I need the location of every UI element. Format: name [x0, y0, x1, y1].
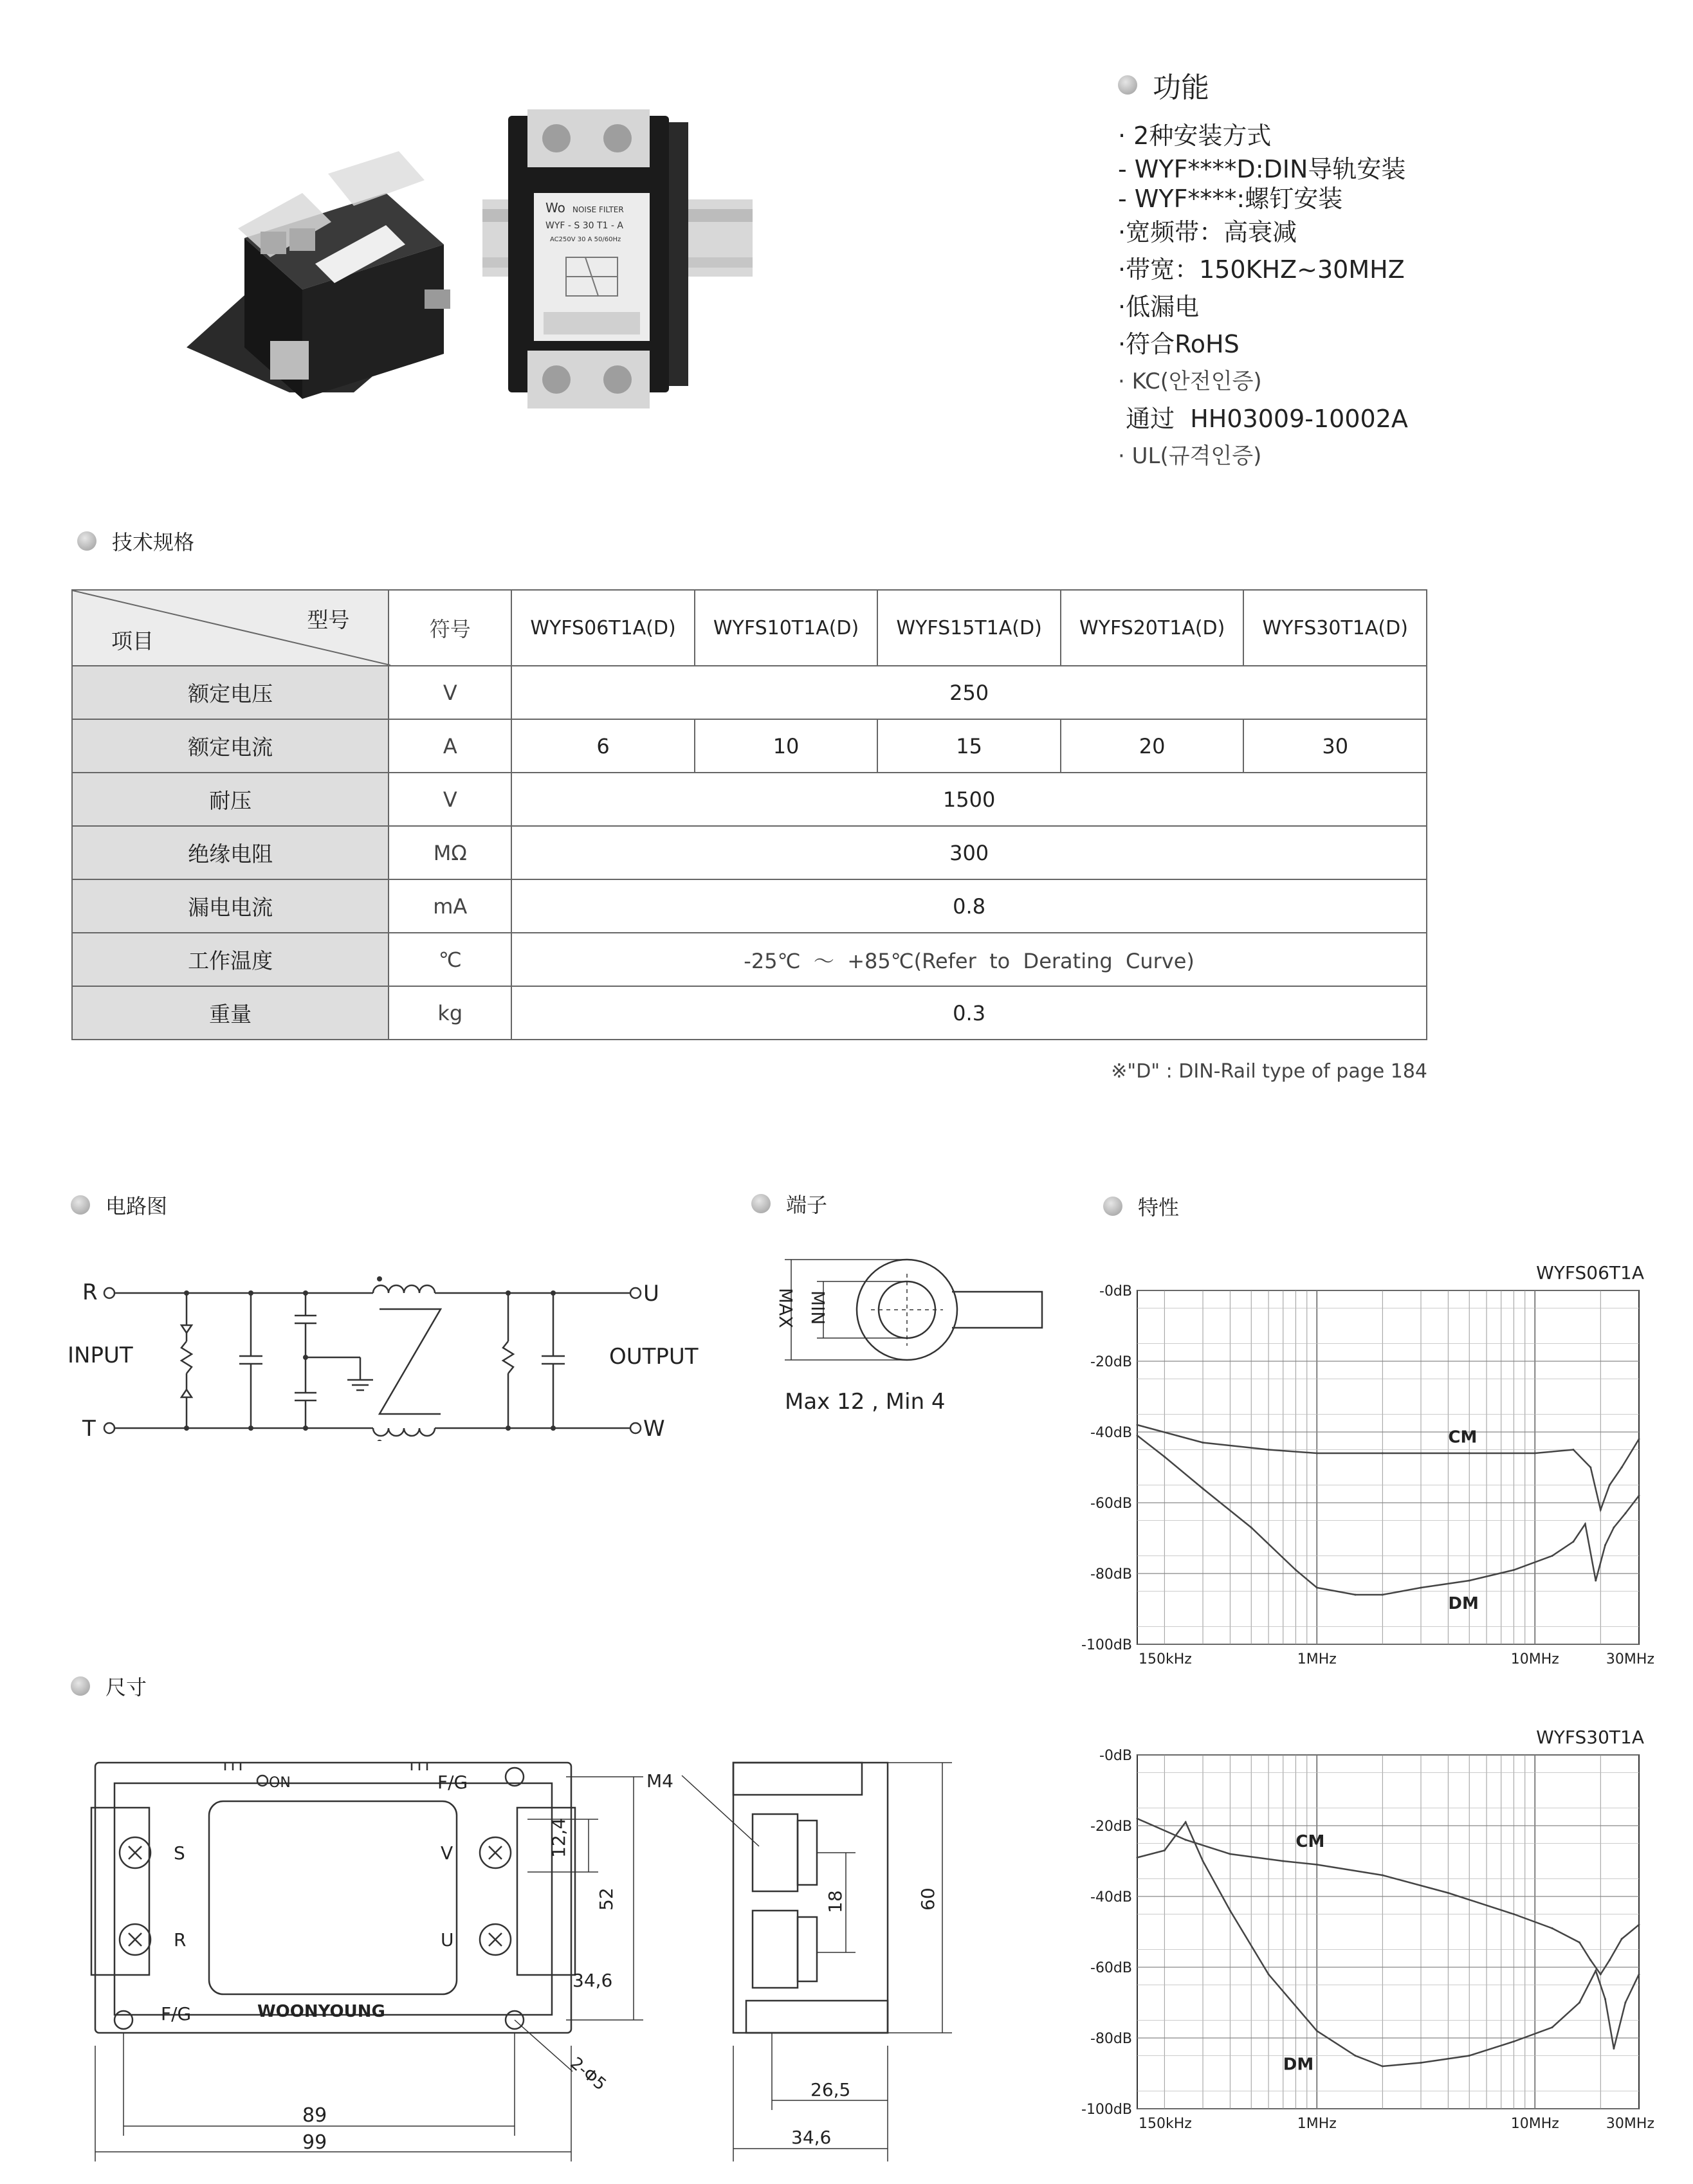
spec-header-row	[72, 590, 1427, 666]
spec-header-diagonal	[72, 590, 389, 666]
spec-title: 技术规格	[112, 530, 195, 555]
row-label: 重量	[72, 986, 389, 1040]
product-photo-svg	[174, 96, 753, 431]
data-point	[1534, 1453, 1536, 1454]
data-point	[1572, 1449, 1574, 1451]
feature-line: ·宽频带：高衰减	[1118, 218, 1297, 246]
row-label: 工作温度	[72, 933, 389, 986]
x-tick-label: 1MHz	[1297, 2116, 1337, 2132]
header-model: 型号	[307, 607, 350, 632]
data-point	[1469, 1580, 1470, 1582]
table-row	[72, 879, 1427, 933]
photo-rating-label: AC250V 30 A 50/60Hz	[550, 236, 621, 243]
data-point	[1600, 1974, 1602, 1976]
spec-heading	[77, 526, 194, 556]
y-tick-label: -100dB	[1081, 1637, 1132, 1653]
feature-line: - WYF****D:DIN导轨安装	[1118, 155, 1406, 183]
data-point	[1295, 1569, 1297, 1571]
dimensions-heading	[71, 1671, 147, 1701]
data-point	[1589, 1467, 1591, 1469]
dim-fg-top-label: F/G	[437, 1772, 468, 1793]
spec-footnote: ※"D" : DIN-Rail type of page 184	[1111, 1060, 1427, 1083]
dim-u-label: U	[441, 1929, 454, 1950]
data-point	[1282, 1860, 1284, 1862]
dim-34-6-label: 34,6	[572, 1970, 613, 1991]
data-point	[1613, 2048, 1615, 2050]
data-point	[1164, 1849, 1166, 1851]
series-label-dm: DM	[1448, 1594, 1479, 1613]
data-point	[1316, 1587, 1318, 1589]
dim-52-label: 52	[596, 1887, 617, 1911]
circuit-heading	[71, 1190, 167, 1220]
terminal-max-label: MAX	[775, 1288, 796, 1328]
data-point	[1621, 1467, 1623, 1469]
circuit-output-label: OUTPUT	[609, 1344, 699, 1370]
x-tick-label: 10MHz	[1510, 1651, 1559, 1667]
feature-line: · UL(규격인증)	[1118, 443, 1262, 469]
section-bullet-icon	[751, 1194, 771, 1213]
data-point	[1609, 1484, 1611, 1486]
row-value: 6	[511, 719, 695, 773]
data-point	[1609, 1959, 1611, 1961]
row-value: 300	[511, 826, 1427, 879]
y-tick-label: -100dB	[1081, 2102, 1132, 2118]
x-tick-label: 30MHz	[1606, 1651, 1654, 1667]
feature-line: · KC(안전인증)	[1118, 369, 1262, 394]
data-point	[1316, 1453, 1318, 1454]
data-point	[1638, 1495, 1640, 1497]
data-point	[1513, 1569, 1515, 1571]
y-tick-label: -20dB	[1090, 1354, 1132, 1370]
header-model-2: WYFS15T1A(D)	[877, 590, 1061, 666]
data-point	[1551, 1555, 1553, 1557]
data-point	[1447, 1892, 1449, 1894]
circuit-t-label: T	[82, 1416, 96, 1441]
data-point	[1202, 1442, 1204, 1444]
header-model-4: WYFS30T1A(D)	[1243, 590, 1427, 666]
data-point	[1185, 1839, 1187, 1841]
dim-on-label: ON	[269, 1775, 291, 1791]
data-point	[1354, 2055, 1356, 2057]
y-tick-label: -60dB	[1090, 1960, 1132, 1976]
data-point	[1202, 1860, 1204, 1862]
table-row	[72, 933, 1427, 986]
terminal-drawing	[753, 1248, 1061, 1415]
row-symbol: mA	[389, 879, 511, 933]
row-symbol: A	[389, 719, 511, 773]
data-point	[1579, 1941, 1580, 1943]
data-point	[1572, 1541, 1574, 1543]
dim-12-4-label: 12,4	[548, 1817, 569, 1858]
chart-title: WYFS06T1A	[1536, 1262, 1644, 1283]
row-value: 20	[1061, 719, 1244, 773]
circuit-u-label: U	[643, 1281, 659, 1307]
chart-title: WYFS30T1A	[1536, 1727, 1644, 1748]
header-model-3: WYFS20T1A(D)	[1061, 590, 1244, 666]
product-photos	[174, 96, 753, 431]
header-model-1: WYFS10T1A(D)	[695, 590, 878, 666]
header-model-0: WYFS06T1A(D)	[511, 590, 695, 666]
dim-60-label: 60	[917, 1887, 938, 1911]
data-point	[1624, 1512, 1626, 1514]
circuit-w-label: W	[643, 1416, 665, 1441]
dimensions-title: 尺寸	[105, 1675, 147, 1700]
data-point	[1604, 1545, 1606, 1546]
char-title: 特性	[1138, 1195, 1180, 1220]
features-title: 功能	[1153, 71, 1209, 104]
data-point	[1382, 1875, 1384, 1877]
section-bullet-icon	[71, 1195, 90, 1215]
dim-18-label: 18	[825, 1890, 846, 1913]
x-tick-label: 10MHz	[1510, 2116, 1559, 2132]
table-row	[72, 773, 1427, 826]
row-value: 30	[1243, 719, 1427, 773]
data-point	[1551, 1927, 1553, 1929]
row-value: 10	[695, 719, 878, 773]
x-tick-label: 30MHz	[1606, 2116, 1654, 2132]
feature-line: ·带宽：150KHZ~30MHZ	[1118, 255, 1405, 284]
dim-brand-label: WOONYOUNG	[257, 2002, 385, 2021]
data-point	[1316, 2030, 1318, 2032]
terminal-min-label: MIN	[807, 1290, 828, 1325]
series-label-cm: CM	[1448, 1427, 1478, 1447]
data-point	[1621, 1938, 1623, 1940]
data-point	[1604, 1998, 1606, 2000]
data-point	[1613, 1527, 1615, 1528]
data-point	[1229, 1853, 1231, 1855]
data-point	[1354, 1594, 1356, 1596]
data-point	[1137, 1818, 1139, 1820]
data-point	[1600, 1509, 1602, 1511]
data-point	[1513, 1913, 1515, 1915]
row-symbol: ℃	[389, 933, 511, 986]
row-value: -25℃ ～ +85℃(Refer to Derating Curve)	[511, 933, 1427, 986]
section-bullet-icon	[1103, 1197, 1122, 1216]
features-list	[1118, 117, 1452, 475]
row-symbol: V	[389, 773, 511, 826]
row-value: 0.3	[511, 986, 1427, 1040]
y-tick-label: -60dB	[1090, 1496, 1132, 1512]
data-point	[1469, 2055, 1470, 2057]
attenuation-chart-wyfs06	[1081, 1254, 1660, 1679]
dim-s-label: S	[174, 1842, 185, 1864]
circuit-input-label: INPUT	[68, 1343, 133, 1368]
table-row	[72, 826, 1427, 879]
dim-34-6-side-label: 34,6	[791, 2127, 832, 2148]
dim-fg-bottom-label: F/G	[161, 2003, 192, 2024]
dim-m4-label: M4	[646, 1770, 673, 1792]
row-value: 250	[511, 666, 1427, 719]
y-tick-label: -80dB	[1090, 2031, 1132, 2047]
data-point	[1164, 1456, 1166, 1458]
data-point	[1137, 1857, 1139, 1858]
row-value: 15	[877, 719, 1061, 773]
dimension-drawing	[64, 1750, 1029, 2161]
data-point	[1420, 1587, 1422, 1589]
terminal-heading	[751, 1189, 827, 1218]
header-item: 项目	[111, 629, 154, 654]
feature-line: - WYF****:螺钉安装	[1118, 185, 1343, 213]
dim-26-5-label: 26,5	[810, 2079, 851, 2100]
spec-table	[71, 589, 1427, 1040]
data-point	[1584, 1523, 1586, 1525]
header-symbol: 符号	[389, 590, 511, 666]
series-label-dm: DM	[1283, 2055, 1314, 2075]
data-point	[1202, 1488, 1204, 1490]
y-tick-label: -0dB	[1099, 1748, 1132, 1764]
data-point	[1595, 1580, 1597, 1582]
row-label: 额定电流	[72, 719, 389, 773]
circuit-title: 电路图	[105, 1194, 168, 1218]
row-label: 耐压	[72, 773, 389, 826]
y-tick-label: -80dB	[1090, 1566, 1132, 1583]
dim-89-label: 89	[302, 2104, 327, 2127]
y-tick-label: -0dB	[1099, 1283, 1132, 1299]
data-point	[1595, 1970, 1597, 1972]
data-point	[1382, 1453, 1384, 1454]
char-heading	[1103, 1191, 1179, 1221]
x-tick-label: 1MHz	[1297, 1651, 1337, 1667]
row-value: 1500	[511, 773, 1427, 826]
data-point	[1137, 1435, 1139, 1436]
feature-line: 通过 HH03009-10002A	[1118, 405, 1408, 433]
table-row	[72, 719, 1427, 773]
data-point	[1420, 2062, 1422, 2064]
data-point	[1316, 1864, 1318, 1866]
data-point	[1229, 1910, 1231, 1912]
data-point	[1624, 2002, 1626, 2004]
table-row	[72, 666, 1427, 719]
row-symbol: V	[389, 666, 511, 719]
feature-line: · 2种安装方式	[1118, 122, 1272, 150]
circuit-diagram	[64, 1261, 727, 1441]
feature-line: ·符合RoHS	[1118, 330, 1240, 358]
series-label-cm: CM	[1295, 1832, 1325, 1851]
data-point	[1638, 1924, 1640, 1926]
row-label: 漏电电流	[72, 879, 389, 933]
terminal-caption: Max 12 , Min 4	[785, 1389, 946, 1415]
y-tick-label: -40dB	[1090, 1889, 1132, 1905]
section-bullet-icon	[77, 531, 96, 551]
section-bullet-icon	[71, 1676, 90, 1696]
photo-noise-label: NOISE FILTER	[572, 205, 624, 214]
dim-r-label: R	[174, 1929, 187, 1950]
data-point	[1551, 2026, 1553, 2028]
y-tick-label: -20dB	[1090, 1819, 1132, 1835]
data-point	[1382, 1594, 1384, 1596]
row-label: 额定电压	[72, 666, 389, 719]
x-tick-label: 150kHz	[1139, 1651, 1192, 1667]
data-point	[1638, 1974, 1640, 1976]
data-point	[1268, 1449, 1270, 1451]
feature-line: ·低漏电	[1118, 293, 1200, 321]
circuit-r-label: R	[82, 1280, 98, 1305]
dim-v-label: V	[441, 1842, 453, 1864]
features-heading	[1118, 64, 1209, 106]
data-point	[1268, 1974, 1270, 1976]
data-point	[1638, 1438, 1640, 1440]
row-symbol: MΩ	[389, 826, 511, 879]
dim-99-label: 99	[302, 2131, 327, 2154]
attenuation-chart-wyfs30	[1081, 1719, 1660, 2143]
terminal-title: 端子	[786, 1193, 828, 1217]
x-tick-label: 150kHz	[1139, 2116, 1192, 2132]
data-point	[1589, 1959, 1591, 1961]
data-point	[1382, 2066, 1384, 2068]
data-point	[1469, 1453, 1470, 1454]
photo-model-label: WYF - S 30 T1 - A	[545, 221, 623, 231]
dim-holes-label: 2-Φ5	[566, 2053, 610, 2095]
y-tick-label: -40dB	[1090, 1425, 1132, 1441]
section-bullet-icon	[1118, 75, 1137, 95]
data-point	[1579, 2002, 1580, 2004]
data-point	[1513, 2041, 1515, 2042]
data-point	[1185, 1821, 1187, 1823]
data-point	[1250, 1527, 1252, 1528]
data-point	[1137, 1424, 1139, 1426]
row-label: 绝缘电阻	[72, 826, 389, 879]
row-symbol: kg	[389, 986, 511, 1040]
row-value: 0.8	[511, 879, 1427, 933]
photo-brand: Wo	[545, 200, 565, 216]
table-row	[72, 986, 1427, 1040]
